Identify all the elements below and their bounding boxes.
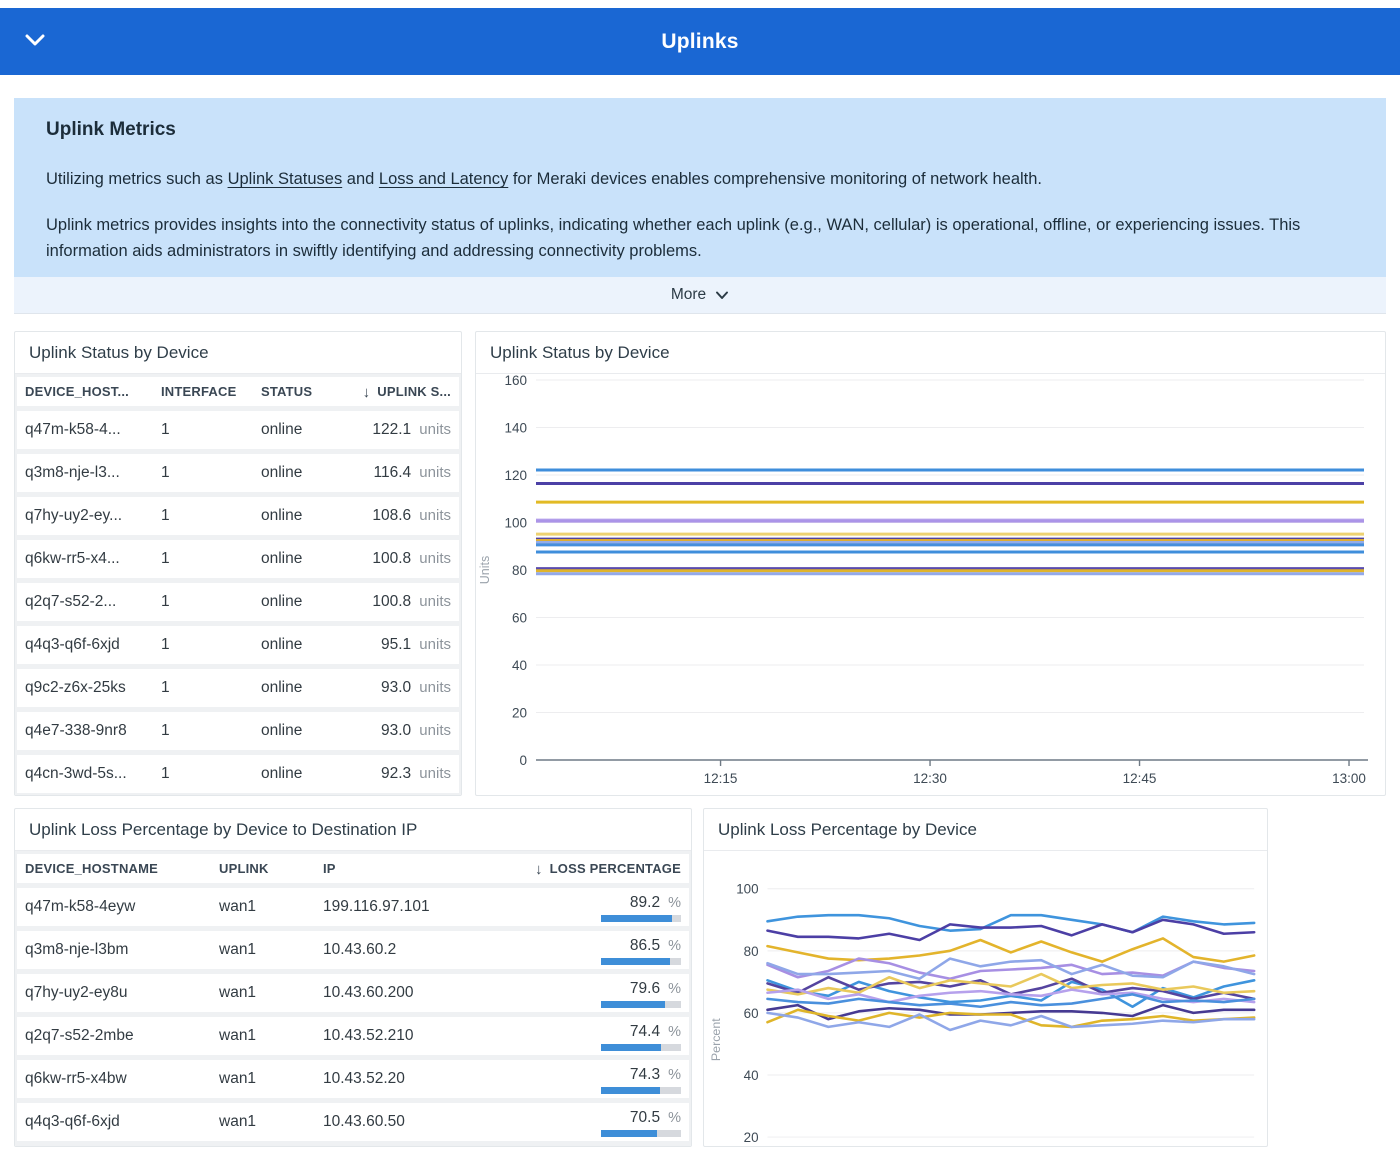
loss-chart-title: Uplink Loss Percentage by Device: [704, 809, 1267, 851]
loss-progress-bar: [601, 1130, 681, 1137]
status-cell: online: [261, 593, 303, 610]
device-cell: q9c2-z6x-25ks: [25, 679, 126, 696]
loss-progress-fill: [601, 1130, 657, 1137]
status-cell: online: [261, 679, 303, 696]
device-cell: q3m8-nje-l3...: [25, 464, 120, 481]
column-header-uplink-status[interactable]: [345, 383, 451, 400]
interface-cell: 1: [161, 636, 170, 653]
loss-progress-fill: [601, 1044, 661, 1051]
svg-text:Percent: Percent: [708, 1018, 723, 1062]
uplink-status-cell: 108.6 units: [372, 507, 451, 524]
loss-table-title: Uplink Loss Percentage by Device to Destination IP: [15, 809, 691, 851]
loss-table-header: [17, 854, 689, 883]
svg-text:100: 100: [736, 881, 759, 897]
ip-cell: 10.43.60.50: [323, 1113, 405, 1130]
loss-value: 74.4 %: [629, 1023, 681, 1040]
uplink-status-cell: 116.4 units: [373, 464, 451, 481]
header-bar: [0, 8, 1400, 75]
ip-cell: 10.43.60.2: [323, 941, 397, 958]
svg-text:Units: Units: [478, 555, 492, 585]
info-text: for Meraki devices enables comprehensive monitoring of network health.: [508, 170, 1043, 188]
loss-and-latency-link[interactable]: Loss and Latency: [378, 170, 509, 188]
table-row[interactable]: [17, 411, 459, 449]
status-cell: online: [261, 636, 303, 653]
svg-text:80: 80: [743, 943, 759, 959]
device-cell: q6kw-rr5-x4bw: [25, 1070, 127, 1087]
status-table-panel: [14, 331, 462, 796]
loss-chart-panel: [703, 808, 1268, 1147]
status-cell: online: [261, 507, 303, 524]
uplink-cell: wan1: [219, 1027, 257, 1044]
loss-percentage-cell: [509, 1017, 681, 1055]
table-row[interactable]: [17, 888, 689, 926]
table-row[interactable]: [17, 497, 459, 535]
svg-text:40: 40: [511, 658, 527, 673]
uplink-cell: wan1: [219, 898, 257, 915]
device-cell: q4e7-338-9nr8: [25, 722, 127, 739]
loss-percentage-cell: [509, 931, 681, 969]
table-row[interactable]: [17, 931, 689, 969]
device-cell: q3m8-nje-l3bm: [25, 941, 129, 958]
loss-progress-bar: [601, 958, 681, 965]
loss-line-chart: [704, 851, 1267, 1146]
device-cell: q6kw-rr5-x4...: [25, 550, 120, 567]
table-row[interactable]: [17, 454, 459, 492]
ip-cell: 10.43.52.210: [323, 1027, 414, 1044]
svg-text:0: 0: [519, 753, 527, 768]
svg-text:20: 20: [511, 705, 527, 721]
status-cell: online: [261, 421, 303, 438]
status-table: [15, 374, 461, 795]
svg-text:60: 60: [511, 610, 527, 626]
device-cell: q4q3-q6f-6xjd: [25, 1113, 120, 1130]
uplink-statuses-link[interactable]: Uplink Statuses: [227, 170, 343, 188]
info-paragraph-2: Uplink metrics provides insights into the connectivity status of uplinks, indicating whether each uplink (e.g., WAN, cellular) is operational, offline, or experiencing issues. This information aids administrators in swiftly identifying and addressing connectivity problems.: [46, 216, 1301, 260]
ip-cell: 199.116.97.101: [323, 898, 430, 915]
info-title: Uplink Metrics: [46, 119, 176, 140]
column-header-interface[interactable]: INTERFACE: [161, 384, 237, 399]
status-cell: online: [261, 765, 303, 782]
loss-percentage-cell: [509, 1103, 681, 1141]
collapse-section-button[interactable]: [20, 30, 50, 51]
status-line-chart: [476, 374, 1385, 795]
page-title: Uplinks: [661, 29, 739, 53]
table-row[interactable]: [17, 712, 459, 750]
loss-progress-fill: [601, 1001, 665, 1008]
table-row[interactable]: [17, 583, 459, 621]
ip-cell: 10.43.60.200: [323, 984, 414, 1001]
column-label: LOSS PERCENTAGE: [549, 861, 681, 876]
uplink-cell: wan1: [219, 1070, 257, 1087]
status-cell: online: [261, 550, 303, 567]
info-text: Utilizing metrics such as: [46, 170, 228, 188]
uplink-status-cell: 100.8 units: [372, 550, 451, 567]
uplink-status-cell: 93.0 units: [380, 722, 451, 739]
loss-progress-bar: [601, 1001, 681, 1008]
uplink-cell: wan1: [219, 984, 257, 1001]
svg-text:100: 100: [504, 515, 527, 531]
device-cell: q2q7-s52-2mbe: [25, 1027, 134, 1044]
interface-cell: 1: [161, 421, 170, 438]
table-row[interactable]: [17, 1017, 689, 1055]
svg-text:12:30: 12:30: [913, 771, 947, 786]
uplink-status-cell: 93.0 units: [380, 679, 451, 696]
interface-cell: 1: [161, 550, 170, 567]
loss-percentage-cell: [509, 888, 681, 926]
loss-value: 79.6 %: [629, 980, 681, 997]
sort-descending-icon: ↓: [534, 861, 543, 877]
device-cell: q2q7-s52-2...: [25, 593, 117, 610]
ip-cell: 10.43.52.20: [323, 1070, 405, 1087]
loss-value: 86.5 %: [629, 937, 681, 954]
column-header-status[interactable]: STATUS: [261, 384, 313, 399]
svg-text:120: 120: [504, 468, 527, 483]
chevron-down-icon: [24, 34, 46, 47]
status-chart-title: Uplink Status by Device: [476, 332, 1385, 374]
svg-text:60: 60: [743, 1005, 759, 1021]
interface-cell: 1: [161, 679, 170, 696]
svg-text:40: 40: [743, 1067, 759, 1083]
column-label: UPLINK S...: [377, 384, 451, 399]
table-row[interactable]: [17, 1060, 689, 1098]
interface-cell: 1: [161, 722, 170, 739]
info-paragraph-1: [46, 166, 1354, 192]
more-label: More: [670, 286, 707, 303]
column-header-device-hostname[interactable]: DEVICE_HOSTNAME: [25, 861, 159, 876]
svg-text:140: 140: [504, 420, 527, 436]
loss-progress-fill: [601, 1087, 660, 1094]
loss-value: 70.5 %: [629, 1109, 681, 1126]
uplink-cell: wan1: [219, 941, 257, 958]
uplink-status-cell: 92.3 units: [380, 765, 451, 782]
column-header-loss-percentage[interactable]: [509, 860, 681, 877]
column-header-device-hostname[interactable]: DEVICE_HOST...: [25, 384, 129, 399]
loss-table: [15, 851, 691, 1146]
loss-progress-bar: [601, 1087, 681, 1094]
table-row[interactable]: [17, 669, 459, 707]
svg-text:80: 80: [511, 563, 527, 578]
status-table-title: Uplink Status by Device: [15, 332, 461, 374]
sort-descending-icon: ↓: [362, 384, 371, 400]
table-row[interactable]: [17, 626, 459, 664]
status-cell: online: [261, 464, 303, 481]
loss-percentage-cell: [509, 974, 681, 1012]
svg-text:13:00: 13:00: [1332, 771, 1366, 786]
device-cell: q47m-k58-4...: [25, 421, 121, 438]
interface-cell: 1: [161, 464, 170, 481]
table-row[interactable]: [17, 540, 459, 578]
more-button[interactable]: [14, 277, 1386, 314]
uplink-cell: wan1: [219, 1113, 257, 1130]
interface-cell: 1: [161, 507, 170, 524]
loss-value: 89.2 %: [629, 894, 681, 911]
loss-value: 74.3 %: [629, 1066, 681, 1083]
loss-progress-fill: [601, 958, 670, 965]
uplink-status-cell: 122.1 units: [372, 421, 451, 438]
status-chart-panel: [475, 331, 1386, 796]
svg-text:12:45: 12:45: [1122, 771, 1157, 786]
interface-cell: 1: [161, 593, 170, 610]
uplink-status-cell: 95.1 units: [380, 636, 451, 653]
info-text: and: [342, 170, 379, 188]
loss-percentage-cell: [509, 1060, 681, 1098]
device-cell: q47m-k58-4eyw: [25, 898, 136, 915]
device-cell: q4cn-3wd-5s...: [25, 765, 127, 782]
chevron-down-icon: [715, 291, 729, 300]
table-row[interactable]: [17, 974, 689, 1012]
status-table-header: [17, 377, 459, 406]
loss-table-panel: [14, 808, 692, 1147]
loss-progress-bar: [601, 1044, 681, 1051]
svg-text:160: 160: [504, 374, 527, 388]
uplink-status-cell: 100.8 units: [372, 593, 451, 610]
svg-text:12:15: 12:15: [703, 771, 738, 786]
interface-cell: 1: [161, 765, 170, 782]
loss-progress-bar: [601, 915, 681, 922]
svg-text:20: 20: [743, 1130, 759, 1146]
column-header-uplink[interactable]: UPLINK: [219, 861, 269, 876]
table-row[interactable]: [17, 1103, 689, 1141]
device-cell: q7hy-uy2-ey...: [25, 507, 123, 524]
table-row[interactable]: [17, 755, 459, 793]
status-cell: online: [261, 722, 303, 739]
device-cell: q4q3-q6f-6xjd: [25, 636, 120, 653]
column-header-ip[interactable]: IP: [323, 861, 336, 876]
device-cell: q7hy-uy2-ey8u: [25, 984, 128, 1001]
info-panel: [14, 98, 1386, 277]
loss-progress-fill: [601, 915, 672, 922]
